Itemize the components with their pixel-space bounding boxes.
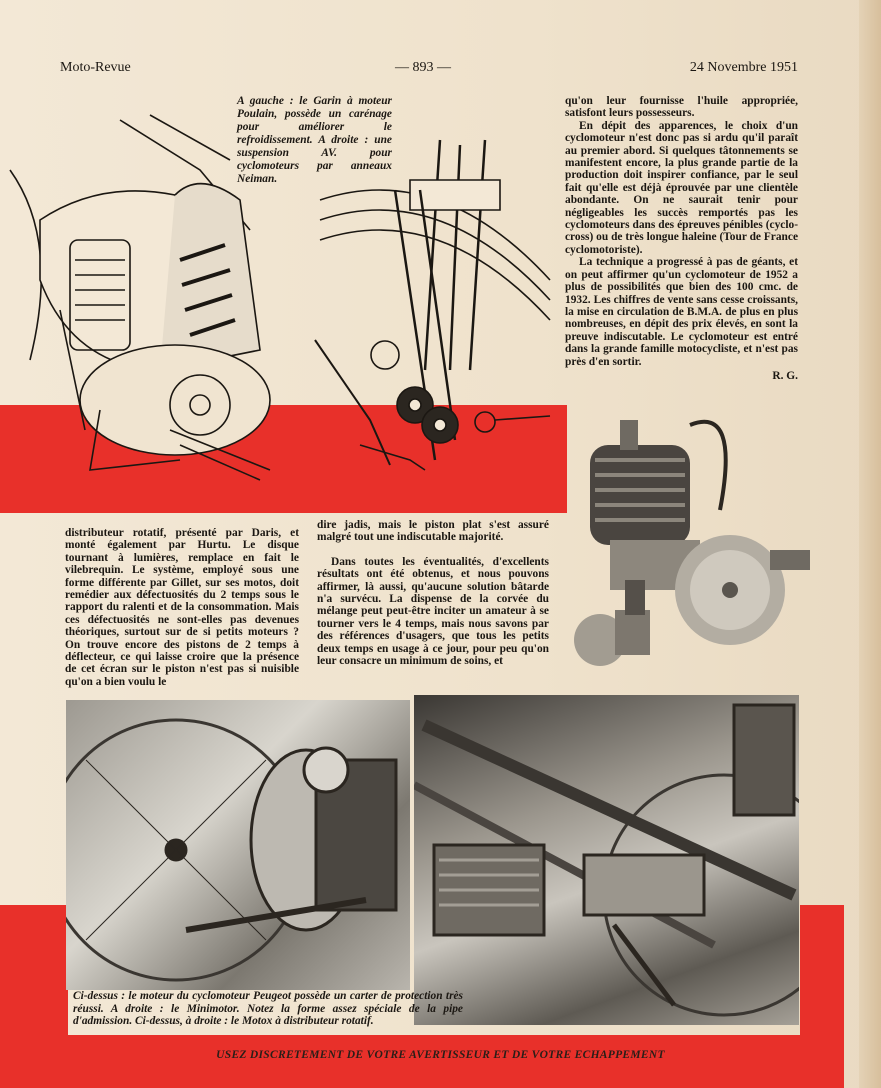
right-column	[565, 95, 798, 382]
peugeot-photo	[66, 700, 410, 990]
paragraph: En dépit des apparences, le choix d'un cyclomoteur n'est donc pas si ardu qu'il paraît au premier abord. Si quelques tâtonnements se manifestent encore, la plus grande partie de la production doit inspirer confiance, par le seul fait qu'elle est déjà éprouvée par une clientèle abondante. On ne saurait tenir pour négligeables les succès remportés pas les cyclomoteurs dans des épreuves pénibles (cyclo-cross) ou de très longue haleine (Tour de France cyclomotoriste).	[565, 119, 798, 256]
engine-photo	[570, 400, 815, 690]
magazine-title: Moto-Revue	[60, 60, 131, 75]
issue-date: 24 Novembre 1951	[689, 60, 798, 75]
left-column	[65, 527, 299, 688]
paragraph: dire jadis, mais le piston plat s'est assuré malgré tout une indiscutable majorité.	[317, 519, 549, 544]
paragraph: qu'on leur fournisse l'huile appropriée, satisfont leurs possesseurs.	[565, 95, 798, 120]
page-header	[60, 60, 798, 82]
page-edge	[859, 0, 881, 1088]
peugeot-engine-shape	[66, 700, 410, 990]
minimotor-photo	[414, 695, 799, 1025]
red-band-footer	[68, 1035, 800, 1088]
page-number: — 893 —	[395, 60, 451, 75]
caption-top: A gauche : le Garin à moteur Poulain, possède un carénage pour améliorer le refroidissement. A droite : une suspension AV. pour cyclomoteurs par anneaux Neiman.	[237, 95, 392, 185]
footer-slogan: USEZ DISCRETEMENT DE VOTRE AVERTISSEUR ET DE VOTRE ECHAPPEMENT	[216, 1049, 665, 1061]
paragraph: La technique a progressé à pas de géants, et on peut affirmer qu'un cyclomoteur de 1952 a plus de possibilités que bien des 100 cmc. de 1932. Les chiffres de vente sans cesse croissants, la mise en circulation de B.M.A. de plus en plus nombreuses, en dépit des prix élevés, en sont la preuve indiscutable. Le cyclomoteur est entré dans la grande famille motocycliste, et n'est pas près d'en sortir.	[565, 256, 798, 368]
paragraph: distributeur rotatif, présenté par Daris, et monté également par Hurtu. Le disque tournant à lumières, remplace en fait le vilebrequin. Le système, employé sous une forme différente par Gillet, sur ses motos, doit remédier aux défectuosités du 2 temps sous le rapport du ralenti et de la consommation. Mais ces défectuosités ne sont-elles pas devenues théoriques, surtout sur de si petits moteurs ? On trouve encore des pistons de 2 temps à déflecteur, ce qui laisse croire que la présence de cet écran sur le piston n'est pas si nuisible qu'on a bien voulu le	[65, 527, 299, 688]
author-signature: R. G.	[772, 369, 798, 382]
middle-column	[317, 519, 549, 667]
paragraph: Dans toutes les éventualités, d'excellents résultats ont été obtenus, et nous pouvons affirmer, là aussi, qu'aucune solution bâtarde n'a survécu. La dispense de la corvée du mélange peut peut-être inciter un amateur à se tourner vers le 4 temps, mais nous savons par des références d'usagers, que tous les petits deux temps en usage à ce jour, pour peu qu'on leur consacre un minimum de soins, et	[317, 555, 549, 668]
caption-bottom: Ci-dessus : le moteur du cyclomoteur Peugeot possède un carter de protection très réussi. A droite : le Minimotor. Notez la forme assez spéciale de la pipe d'admission. Ci-dessus, à droite : le Motox à distributeur rotatif.	[73, 990, 463, 1027]
minimotor-shape	[414, 695, 799, 1025]
